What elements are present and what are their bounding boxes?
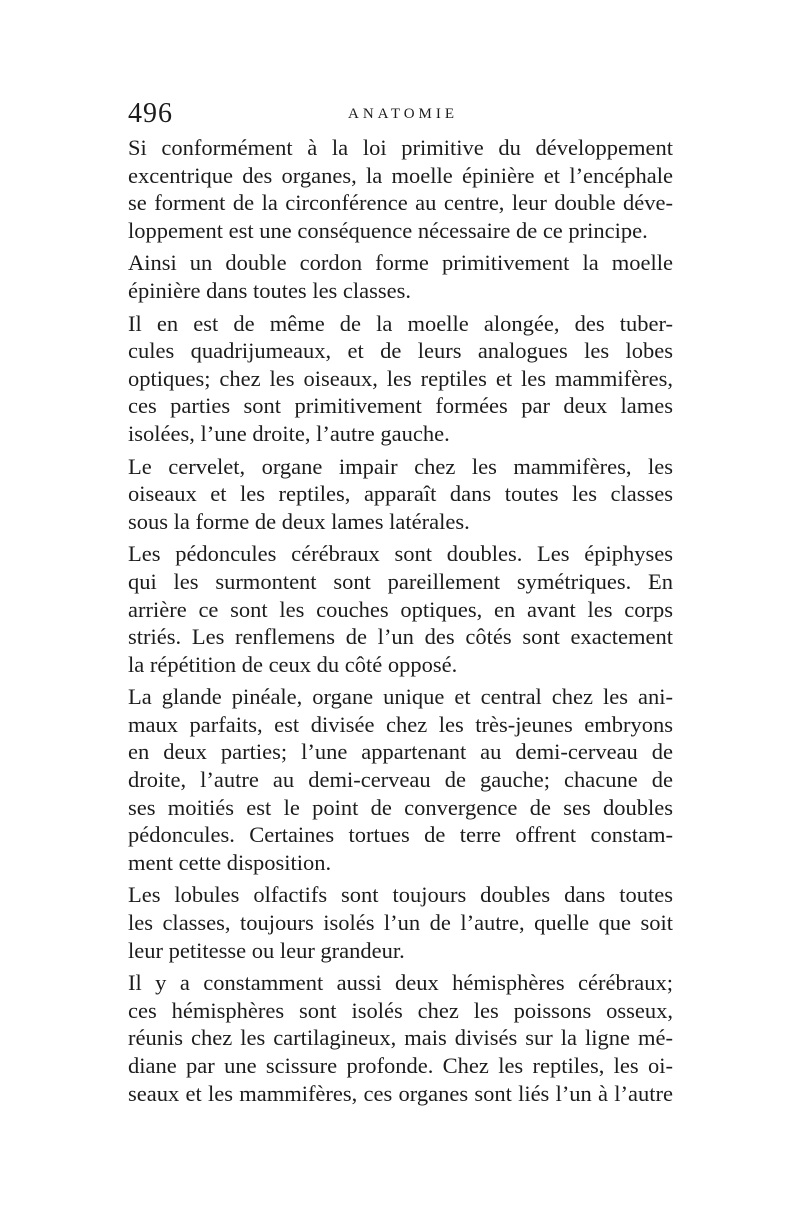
text-line: oiseaux et les reptiles, apparaît dans toutes les classes	[128, 481, 673, 507]
text-line: leur petitesse ou leur grandeur.	[128, 937, 405, 963]
text-line: épinière dans toutes les classes.	[128, 277, 412, 303]
paragraph	[128, 969, 673, 1107]
paragraph	[128, 683, 673, 876]
text-line: La glande pinéale, organe unique et central chez les ani-	[128, 684, 673, 710]
text-line: cules quadrijumeaux, et de leurs analogues les lobes	[128, 338, 673, 364]
text-line: Les lobules olfactifs sont toujours doubles dans toutes	[128, 882, 673, 908]
text-line: seaux et les mammifères, ces organes sont liés l’un à l’autre	[128, 1080, 673, 1106]
text-line: en deux parties; l’une appartenant au demi-cerveau de	[128, 739, 673, 765]
text-line: Le cervelet, organe impair chez les mammifères, les	[128, 453, 673, 479]
paragraph	[128, 540, 673, 678]
text-line: striés. Les renflemens de l’un des côtés sont exactement	[128, 624, 673, 650]
paragraph	[128, 310, 673, 448]
text-line: isolées, l’une droite, l’autre gauche.	[128, 420, 450, 446]
text-line: réunis chez les cartilagineux, mais divisés sur la ligne mé-	[128, 1025, 673, 1051]
page-header	[128, 96, 673, 132]
text-line: Les pédoncules cérébraux sont doubles. Les épiphyses	[128, 541, 673, 567]
text-line: qui les surmontent sont pareillement symétriques. En	[128, 568, 673, 594]
paragraph	[128, 881, 673, 964]
text-line: Ainsi un double cordon forme primitivement la moelle	[128, 250, 673, 276]
text-line: arrière ce sont les couches optiques, en avant les corps	[128, 596, 673, 622]
text-line: loppement est une conséquence nécessaire de ce principe.	[128, 217, 648, 243]
text-line: ces parties sont primitivement formées par deux lames	[128, 393, 673, 419]
page-number: 496	[128, 98, 173, 129]
text-line: ces hémisphères sont isolés chez les poissons osseux,	[128, 997, 673, 1023]
text-line: Si conformément à la loi primitive du développement	[128, 135, 673, 160]
paragraph	[128, 134, 673, 244]
running-title: ANATOMIE	[348, 106, 459, 122]
paragraph	[128, 249, 673, 304]
text-line: maux parfaits, est divisée chez les très-jeunes embryons	[128, 711, 673, 737]
text-line: ses moitiés est le point de convergence de ses doubles	[128, 794, 673, 820]
text-line: diane par une scissure profonde. Chez les reptiles, les oi-	[128, 1053, 673, 1078]
text-line: optiques; chez les oiseaux, les reptiles et les mammifères,	[128, 365, 673, 391]
text-line: pédoncules. Certaines tortues de terre offrent constam-	[128, 822, 673, 848]
text-line: Il en est de même de la moelle alongée, des tuber-	[128, 310, 673, 336]
text-line: la répétition de ceux du côté opposé.	[128, 651, 458, 677]
text-line: droite, l’autre au demi-cerveau de gauche; chacune de	[128, 767, 673, 793]
text-line: excentrique des organes, la moelle épinière et l’encéphale	[128, 162, 673, 188]
text-line: sous la forme de deux lames latérales.	[128, 508, 470, 534]
paragraph	[128, 453, 673, 536]
text-line: se forment de la circonférence au centre, leur double déve-	[128, 190, 673, 216]
text-line: Il y a constamment aussi deux hémisphères cérébraux;	[128, 970, 673, 996]
text-line: ment cette disposition.	[128, 849, 332, 875]
text-line: les classes, toujours isolés l’un de l’autre, quelle que soit	[128, 910, 673, 936]
text-body	[128, 134, 673, 1107]
